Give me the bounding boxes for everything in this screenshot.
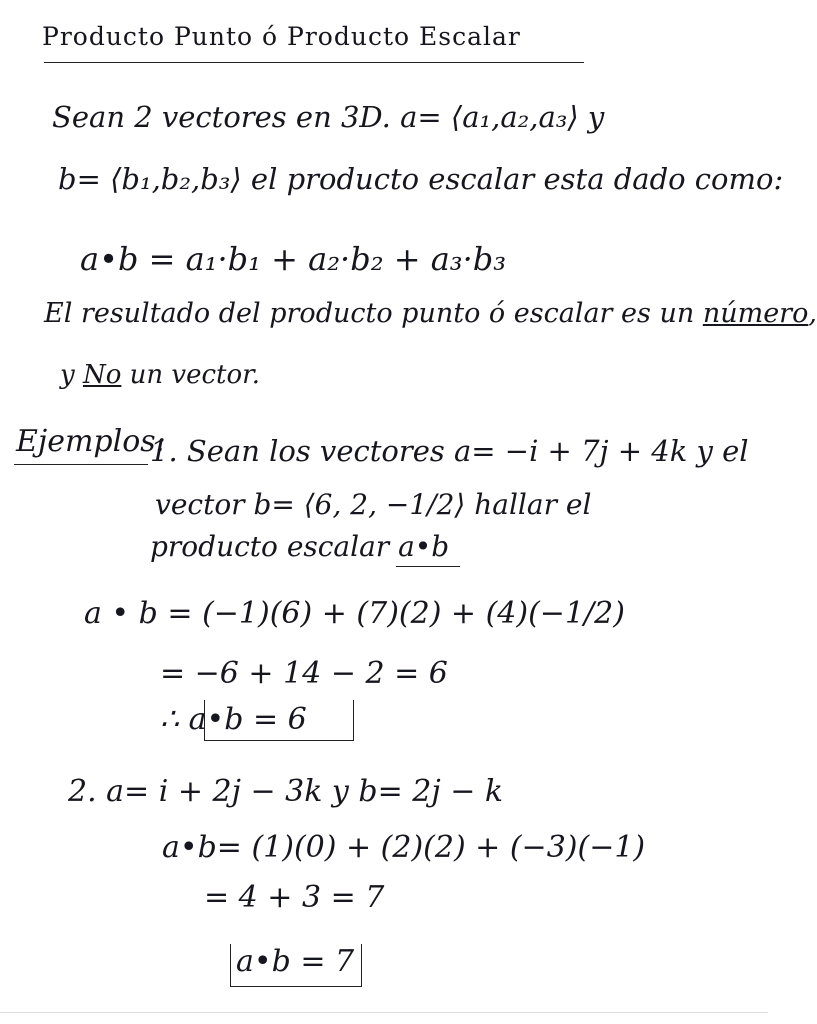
example-1-calc-1: a • b = (−1)(6) + (7)(2) + (4)(−1/2) — [84, 596, 625, 631]
intro-line-4-prefix: El resultado del producto punto ó escalar es un — [44, 298, 703, 329]
intro-line-5-suffix: un vector. — [121, 360, 260, 390]
example-1-line-3-prefix: producto escalar — [150, 530, 399, 563]
numero-word: número — [702, 298, 809, 329]
example-1-calc-2: = −6 + 14 − 2 = 6 — [160, 656, 448, 691]
example-1-target: a•b — [398, 530, 450, 563]
examples-label: Ejemplos: — [16, 424, 166, 459]
example-2-line-1: 2. a= i + 2j − 3k y b= 2j − k — [68, 774, 504, 809]
intro-line-4 — [44, 298, 817, 329]
example-1-result-box — [204, 700, 354, 741]
intro-line-4-suffix: , — [808, 298, 817, 329]
no-word: No — [82, 360, 122, 390]
intro-line-5-prefix: y — [60, 360, 83, 390]
page-bottom-edge — [0, 1012, 768, 1013]
example-1-result: a•b = 6 — [188, 702, 307, 737]
intro-line-5 — [60, 360, 260, 390]
example-1-line-2: vector b= ⟨6, 2, −1/2⟩ hallar el — [155, 488, 592, 521]
example-1-target-underline — [396, 566, 460, 567]
therefore-symbol: ∴ — [160, 702, 189, 737]
example-1-line-1: 1. Sean los vectores a= −i + 7j + 4k y el — [150, 434, 749, 468]
example-2-calc-1: a•b= (1)(0) + (2)(2) + (−3)(−1) — [162, 830, 646, 865]
intro-line-2: b= ⟨b₁,b₂,b₃⟩ el producto escalar esta dado como: — [58, 162, 784, 196]
examples-underline — [14, 464, 148, 465]
dot-product-formula: a•b = a₁·b₁ + a₂·b₂ + a₃·b₃ — [80, 240, 507, 278]
intro-line-1: Sean 2 vectores en 3D. a= ⟨a₁,a₂,a₃⟩ y — [52, 100, 605, 134]
example-1-line-3 — [150, 530, 449, 563]
example-2-calc-2: = 4 + 3 = 7 — [204, 880, 385, 915]
page-title: Producto Punto ó Producto Escalar — [42, 22, 521, 51]
title-underline — [44, 62, 584, 63]
example-2-result: a•b = 7 — [236, 944, 355, 979]
